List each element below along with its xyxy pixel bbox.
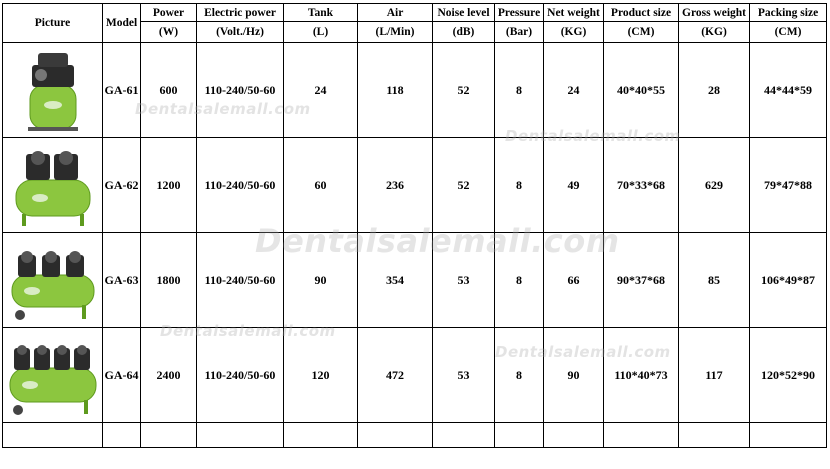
cell-packing-size: 79*47*88 bbox=[750, 138, 827, 233]
cell-air: 354 bbox=[358, 233, 433, 328]
product-picture bbox=[3, 138, 103, 233]
cell-product-size: 70*33*68 bbox=[604, 138, 679, 233]
cell-gross-weight: 28 bbox=[679, 43, 750, 138]
cell-tank: 90 bbox=[284, 233, 358, 328]
cell-product-size: 90*37*68 bbox=[604, 233, 679, 328]
cell-net-weight: 66 bbox=[544, 233, 604, 328]
cell-model: GA-64 bbox=[103, 328, 141, 423]
cell-noise-level: 53 bbox=[433, 328, 495, 423]
header-picture: Picture bbox=[3, 4, 103, 43]
empty-row bbox=[3, 423, 827, 448]
watermark: Dentalsalemall.com bbox=[495, 343, 671, 361]
cell-model: GA-61 bbox=[103, 43, 141, 138]
unit-gross-weight: (KG) bbox=[679, 22, 750, 43]
header-tank: Tank bbox=[284, 4, 358, 22]
cell-model: GA-63 bbox=[103, 233, 141, 328]
cell-product-size: 110*40*73 bbox=[604, 328, 679, 423]
cell-pressure: 8 bbox=[495, 138, 544, 233]
watermark: Dentalsalemall.com bbox=[160, 322, 336, 340]
cell-net-weight: 90 bbox=[544, 328, 604, 423]
header-pressure: Pressure bbox=[495, 4, 544, 22]
unit-product-size: (CM) bbox=[604, 22, 679, 43]
cell-model: GA-62 bbox=[103, 138, 141, 233]
cell-electric-power: 110-240/50-60 bbox=[197, 138, 284, 233]
product-picture bbox=[3, 328, 103, 423]
cell-electric-power: 110-240/50-60 bbox=[197, 233, 284, 328]
cell-electric-power: 110-240/50-60 bbox=[197, 328, 284, 423]
cell-packing-size: 106*49*87 bbox=[750, 233, 827, 328]
cell-power: 2400 bbox=[141, 328, 197, 423]
cell-tank: 60 bbox=[284, 138, 358, 233]
cell-power: 1200 bbox=[141, 138, 197, 233]
cell-air: 472 bbox=[358, 328, 433, 423]
cell-net-weight: 49 bbox=[544, 138, 604, 233]
header-model: Model bbox=[103, 4, 141, 43]
table-row bbox=[3, 328, 827, 423]
header-electric-power: Electric power bbox=[197, 4, 284, 22]
compressor-1-head-icon bbox=[4, 45, 102, 135]
header-noise-level: Noise level bbox=[433, 4, 495, 22]
cell-pressure: 8 bbox=[495, 233, 544, 328]
table-row bbox=[3, 233, 827, 328]
watermark: Dentalsalemall.com bbox=[135, 100, 311, 118]
cell-net-weight: 24 bbox=[544, 43, 604, 138]
watermark: Dentalsalemall.com bbox=[505, 127, 681, 145]
unit-electric-power: (Volt./Hz) bbox=[197, 22, 284, 43]
unit-noise-level: (dB) bbox=[433, 22, 495, 43]
watermark: Dentalsalemall.com bbox=[255, 222, 620, 260]
cell-packing-size: 120*52*90 bbox=[750, 328, 827, 423]
table-row bbox=[3, 43, 827, 138]
cell-gross-weight: 117 bbox=[679, 328, 750, 423]
cell-product-size: 40*40*55 bbox=[604, 43, 679, 138]
header-air: Air bbox=[358, 4, 433, 22]
cell-tank: 120 bbox=[284, 328, 358, 423]
cell-air: 236 bbox=[358, 138, 433, 233]
header-power: Power bbox=[141, 4, 197, 22]
unit-tank: (L) bbox=[284, 22, 358, 43]
compressor-2-head-icon bbox=[4, 140, 102, 230]
compressor-4-head-icon bbox=[4, 330, 102, 420]
header-product-size: Product size bbox=[604, 4, 679, 22]
cell-air: 118 bbox=[358, 43, 433, 138]
cell-pressure: 8 bbox=[495, 328, 544, 423]
header-net-weight: Net weight bbox=[544, 4, 604, 22]
table-row bbox=[3, 138, 827, 233]
compressor-3-head-icon bbox=[4, 235, 102, 325]
cell-noise-level: 53 bbox=[433, 233, 495, 328]
cell-gross-weight: 85 bbox=[679, 233, 750, 328]
cell-noise-level: 52 bbox=[433, 43, 495, 138]
cell-noise-level: 52 bbox=[433, 138, 495, 233]
product-picture bbox=[3, 233, 103, 328]
cell-tank: 24 bbox=[284, 43, 358, 138]
unit-pressure: (Bar) bbox=[495, 22, 544, 43]
unit-net-weight: (KG) bbox=[544, 22, 604, 43]
cell-electric-power: 110-240/50-60 bbox=[197, 43, 284, 138]
unit-power: (W) bbox=[141, 22, 197, 43]
cell-power: 600 bbox=[141, 43, 197, 138]
cell-gross-weight: 629 bbox=[679, 138, 750, 233]
header-gross-weight: Gross weight bbox=[679, 4, 750, 22]
cell-packing-size: 44*44*59 bbox=[750, 43, 827, 138]
product-picture bbox=[3, 43, 103, 138]
cell-power: 1800 bbox=[141, 233, 197, 328]
header-packing-size: Packing size bbox=[750, 4, 827, 22]
cell-pressure: 8 bbox=[495, 43, 544, 138]
unit-packing-size: (CM) bbox=[750, 22, 827, 43]
unit-air: (L/Min) bbox=[358, 22, 433, 43]
spec-table bbox=[2, 3, 827, 448]
header-row bbox=[3, 4, 827, 22]
